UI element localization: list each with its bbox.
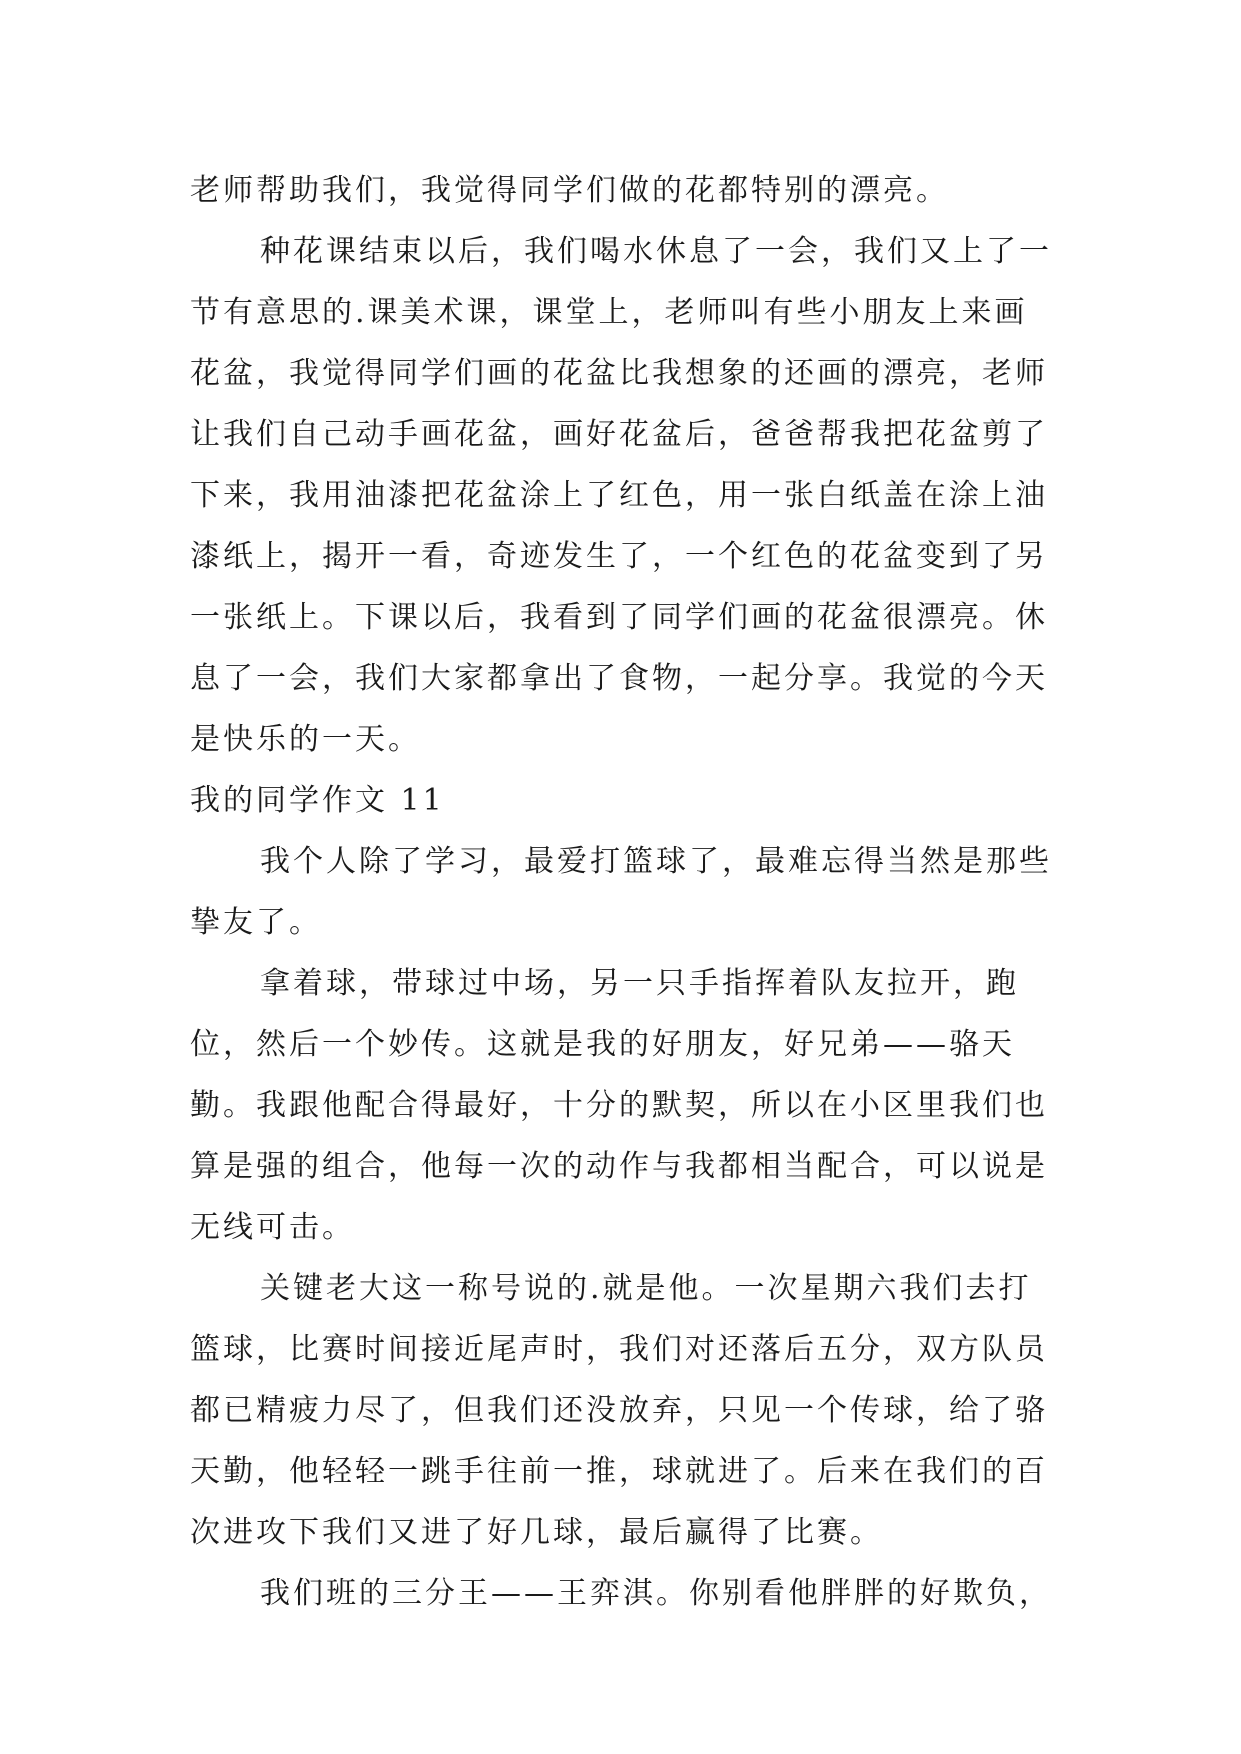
paragraph-1: 老师帮助我们，我觉得同学们做的花都特别的漂亮。: [190, 173, 949, 208]
document-body: [190, 160, 1060, 1624]
paragraph-6: 我们班的三分王——王弈淇。你别看他胖胖的好欺负，: [260, 1576, 1052, 1611]
paragraph-3: 我个人除了学习，最爱打篮球了，最难忘得当然是那些挚友了。: [190, 844, 1052, 940]
paragraph-5: 关键老大这一称号说的.就是他。一次星期六我们去打篮球，比赛时间接近尾声时，我们对还落后五分，双方队员都已精疲力尽了，但我们还没放弃，只见一个传球，给了骆天勤，他轻轻一跳手往前一推，球就进了。后来在我们的百次进攻下我们又进了好几球，最后赢得了比赛。: [190, 1271, 1048, 1550]
paragraph-2: 种花课结束以后，我们喝水休息了一会，我们又上了一节有意思的.课美术课，课堂上，老师叫有些小朋友上来画花盆，我觉得同学们画的花盆比我想象的还画的漂亮，老师让我们自己动手画花盆，画好花盆后，爸爸帮我把花盆剪了下来，我用油漆把花盆涂上了红色，用一张白纸盖在涂上油漆纸上，揭开一看，奇迹发生了，一个红色的花盆变到了另一张纸上。下课以后，我看到了同学们画的花盆很漂亮。休息了一会，我们大家都拿出了食物，一起分享。我觉的今天是快乐的一天。: [190, 234, 1052, 757]
section-heading: 我的同学作文 11: [190, 783, 445, 818]
paragraph-4: 拿着球，带球过中场，另一只手指挥着队友拉开，跑位，然后一个妙传。这就是我的好朋友，好兄弟——骆天勤。我跟他配合得最好，十分的默契，所以在小区里我们也算是强的组合，他每一次的动作与我都相当配合，可以说是无线可击。: [190, 966, 1048, 1245]
